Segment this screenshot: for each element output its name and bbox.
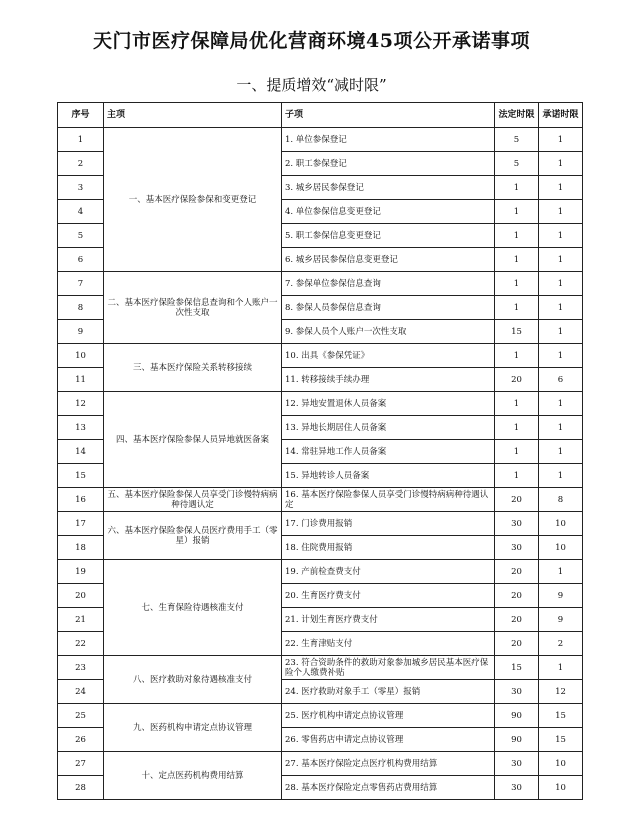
header-legal-time-limit: 法定时限 (495, 103, 539, 128)
table-row (58, 560, 583, 584)
legal-time-limit-cell: 90 (495, 704, 539, 728)
promised-time-limit-cell: 10 (539, 536, 583, 560)
table-row (58, 656, 583, 680)
legal-time-limit-cell: 20 (495, 488, 539, 512)
promised-time-limit-cell: 1 (539, 656, 583, 680)
row-seq-cell: 13 (58, 416, 104, 440)
legal-time-limit-cell: 30 (495, 536, 539, 560)
row-seq-cell: 16 (58, 488, 104, 512)
row-seq-cell: 27 (58, 752, 104, 776)
promised-time-limit-cell: 1 (539, 200, 583, 224)
promised-time-limit-cell: 9 (539, 608, 583, 632)
promised-time-limit-cell: 1 (539, 248, 583, 272)
section-title: 一、提质增效“减时限” (236, 76, 387, 94)
sub-item-cell: 25. 医疗机构申请定点协议管理 (282, 704, 495, 728)
sub-item-cell: 5. 职工参保信息变更登记 (282, 224, 495, 248)
table-row (58, 704, 583, 728)
promised-time-limit-cell: 10 (539, 752, 583, 776)
table-row (58, 752, 583, 776)
sub-item-cell: 2. 职工参保登记 (282, 152, 495, 176)
promised-time-limit-cell: 1 (539, 392, 583, 416)
legal-time-limit-cell: 15 (495, 320, 539, 344)
promised-time-limit-cell: 1 (539, 440, 583, 464)
row-seq-cell: 7 (58, 272, 104, 296)
promised-time-limit-cell: 15 (539, 704, 583, 728)
table-body (58, 128, 583, 800)
row-seq-cell: 23 (58, 656, 104, 680)
sub-item-cell: 27. 基本医疗保险定点医疗机构费用结算 (282, 752, 495, 776)
table-row (58, 272, 583, 296)
row-seq-cell: 24 (58, 680, 104, 704)
legal-time-limit-cell: 1 (495, 176, 539, 200)
table-row (58, 392, 583, 416)
row-seq-cell: 5 (58, 224, 104, 248)
promised-time-limit-cell: 1 (539, 560, 583, 584)
legal-time-limit-cell: 1 (495, 416, 539, 440)
header-main-item: 主项 (104, 103, 282, 128)
sub-item-cell: 10. 出具《参保凭证》 (282, 344, 495, 368)
sub-item-cell: 11. 转移接续手续办理 (282, 368, 495, 392)
commitments-table (57, 102, 583, 800)
sub-item-cell: 19. 产前检查费支付 (282, 560, 495, 584)
legal-time-limit-cell: 90 (495, 728, 539, 752)
table-row (58, 344, 583, 368)
legal-time-limit-cell: 1 (495, 224, 539, 248)
main-item-cell: 三、基本医疗保险关系转移接续 (104, 344, 282, 392)
promised-time-limit-cell: 1 (539, 272, 583, 296)
sub-item-cell: 14. 常驻异地工作人员备案 (282, 440, 495, 464)
legal-time-limit-cell: 30 (495, 680, 539, 704)
sub-item-cell: 7. 参保单位参保信息查询 (282, 272, 495, 296)
promised-time-limit-cell: 1 (539, 152, 583, 176)
sub-item-cell: 28. 基本医疗保险定点零售药店费用结算 (282, 776, 495, 800)
table-header-row (58, 103, 583, 128)
sub-item-cell: 8. 参保人员参保信息查询 (282, 296, 495, 320)
sub-item-cell: 22. 生育津贴支付 (282, 632, 495, 656)
sub-item-cell: 12. 异地安置退休人员备案 (282, 392, 495, 416)
table-row (58, 488, 583, 512)
sub-item-cell: 24. 医疗救助对象手工（零星）报销 (282, 680, 495, 704)
row-seq-cell: 14 (58, 440, 104, 464)
legal-time-limit-cell: 30 (495, 512, 539, 536)
legal-time-limit-cell: 1 (495, 296, 539, 320)
sub-item-cell: 15. 异地转诊人员备案 (282, 464, 495, 488)
main-item-cell: 五、基本医疗保险参保人员享受门诊慢特病病种待遇认定 (104, 488, 282, 512)
row-seq-cell: 3 (58, 176, 104, 200)
legal-time-limit-cell: 1 (495, 248, 539, 272)
row-seq-cell: 22 (58, 632, 104, 656)
header-seq: 序号 (58, 103, 104, 128)
sub-item-cell: 4. 单位参保信息变更登记 (282, 200, 495, 224)
sub-item-cell: 6. 城乡居民参保信息变更登记 (282, 248, 495, 272)
row-seq-cell: 9 (58, 320, 104, 344)
sub-item-cell: 16. 基本医疗保险参保人员享受门诊慢特病病种待遇认定 (282, 488, 495, 512)
promised-time-limit-cell: 2 (539, 632, 583, 656)
legal-time-limit-cell: 5 (495, 128, 539, 152)
legal-time-limit-cell: 20 (495, 632, 539, 656)
main-item-cell: 六、基本医疗保险参保人员医疗费用手工（零星）报销 (104, 512, 282, 560)
sub-item-cell: 13. 异地长期居住人员备案 (282, 416, 495, 440)
legal-time-limit-cell: 1 (495, 272, 539, 296)
sub-item-cell: 17. 门诊费用报销 (282, 512, 495, 536)
promised-time-limit-cell: 1 (539, 176, 583, 200)
promised-time-limit-cell: 1 (539, 464, 583, 488)
sub-item-cell: 9. 参保人员个人账户一次性支取 (282, 320, 495, 344)
main-item-cell: 九、医药机构申请定点协议管理 (104, 704, 282, 752)
main-item-cell: 十、定点医药机构费用结算 (104, 752, 282, 800)
row-seq-cell: 4 (58, 200, 104, 224)
legal-time-limit-cell: 30 (495, 752, 539, 776)
promised-time-limit-cell: 9 (539, 584, 583, 608)
promised-time-limit-cell: 1 (539, 224, 583, 248)
row-seq-cell: 15 (58, 464, 104, 488)
row-seq-cell: 21 (58, 608, 104, 632)
row-seq-cell: 2 (58, 152, 104, 176)
sub-item-cell: 3. 城乡居民参保登记 (282, 176, 495, 200)
row-seq-cell: 6 (58, 248, 104, 272)
promised-time-limit-cell: 6 (539, 368, 583, 392)
legal-time-limit-cell: 30 (495, 776, 539, 800)
header-promised-time-limit: 承诺时限 (539, 103, 583, 128)
row-seq-cell: 18 (58, 536, 104, 560)
promised-time-limit-cell: 8 (539, 488, 583, 512)
row-seq-cell: 19 (58, 560, 104, 584)
document-title: 天门市医疗保障局优化营商环境45项公开承诺事项 (93, 30, 530, 52)
row-seq-cell: 26 (58, 728, 104, 752)
row-seq-cell: 11 (58, 368, 104, 392)
row-seq-cell: 10 (58, 344, 104, 368)
promised-time-limit-cell: 10 (539, 512, 583, 536)
promised-time-limit-cell: 1 (539, 416, 583, 440)
row-seq-cell: 1 (58, 128, 104, 152)
row-seq-cell: 25 (58, 704, 104, 728)
legal-time-limit-cell: 20 (495, 608, 539, 632)
promised-time-limit-cell: 1 (539, 296, 583, 320)
legal-time-limit-cell: 5 (495, 152, 539, 176)
promised-time-limit-cell: 1 (539, 344, 583, 368)
sub-item-cell: 26. 零售药店申请定点协议管理 (282, 728, 495, 752)
legal-time-limit-cell: 20 (495, 584, 539, 608)
row-seq-cell: 17 (58, 512, 104, 536)
legal-time-limit-cell: 20 (495, 560, 539, 584)
promised-time-limit-cell: 1 (539, 128, 583, 152)
promised-time-limit-cell: 12 (539, 680, 583, 704)
table-row (58, 128, 583, 152)
main-item-cell: 一、基本医疗保险参保和变更登记 (104, 128, 282, 272)
main-item-cell: 四、基本医疗保险参保人员异地就医备案 (104, 392, 282, 488)
promised-time-limit-cell: 15 (539, 728, 583, 752)
table-row (58, 512, 583, 536)
main-item-cell: 八、医疗救助对象待遇核准支付 (104, 656, 282, 704)
sub-item-cell: 23. 符合资助条件的救助对象参加城乡居民基本医疗保险个人缴费补贴 (282, 656, 495, 680)
legal-time-limit-cell: 1 (495, 440, 539, 464)
sub-item-cell: 1. 单位参保登记 (282, 128, 495, 152)
legal-time-limit-cell: 1 (495, 200, 539, 224)
sub-item-cell: 20. 生育医疗费支付 (282, 584, 495, 608)
promised-time-limit-cell: 10 (539, 776, 583, 800)
sub-item-cell: 18. 住院费用报销 (282, 536, 495, 560)
main-item-cell: 二、基本医疗保险参保信息查询和个人账户一次性支取 (104, 272, 282, 344)
row-seq-cell: 28 (58, 776, 104, 800)
legal-time-limit-cell: 1 (495, 344, 539, 368)
promised-time-limit-cell: 1 (539, 320, 583, 344)
legal-time-limit-cell: 1 (495, 464, 539, 488)
sub-item-cell: 21. 计划生育医疗费支付 (282, 608, 495, 632)
legal-time-limit-cell: 1 (495, 392, 539, 416)
row-seq-cell: 12 (58, 392, 104, 416)
row-seq-cell: 20 (58, 584, 104, 608)
main-item-cell: 七、生育保险待遇核准支付 (104, 560, 282, 656)
header-sub-item: 子项 (282, 103, 495, 128)
row-seq-cell: 8 (58, 296, 104, 320)
legal-time-limit-cell: 15 (495, 656, 539, 680)
legal-time-limit-cell: 20 (495, 368, 539, 392)
